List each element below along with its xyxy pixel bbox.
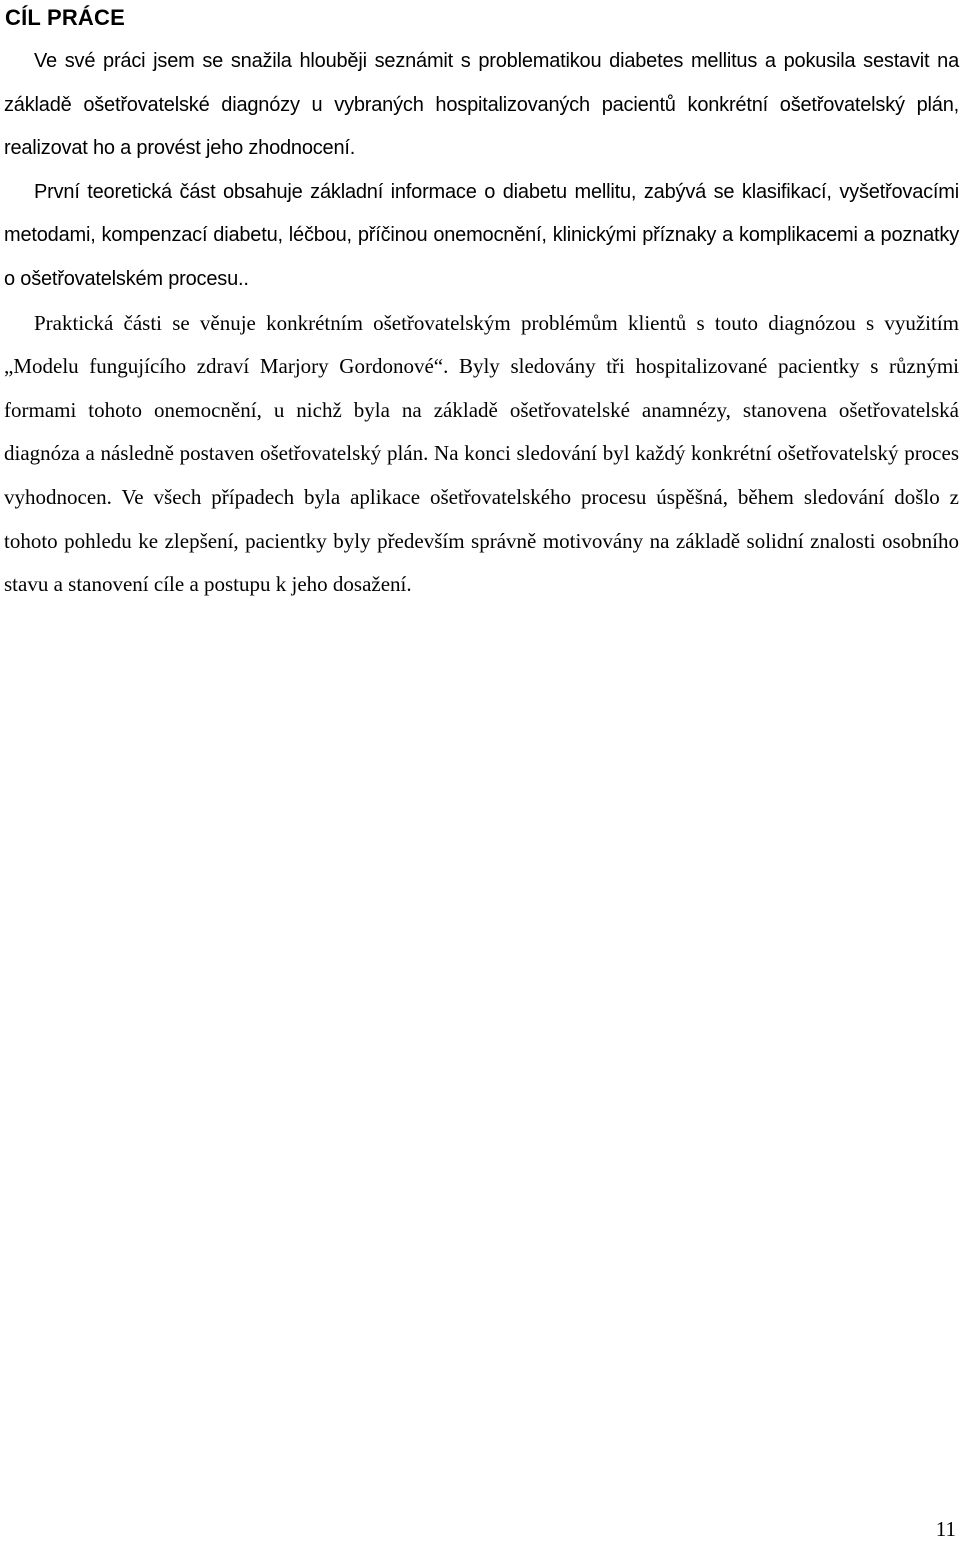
paragraph-theoretical-part: První teoretická část obsahuje základní informace o diabetu mellitu, zabývá se klasifikací, vyšetřovacími metodami, kompenzací diabetu, léčbou, příčinou onemocnění, klinickými příznaky a komplikacemi a poznatky o ošetřovatelském procesu.. [4, 180, 959, 290]
section-title: CÍL PRÁCE [5, 5, 125, 30]
paragraph-introduction: Ve své práci jsem se snažila hlouběji seznámit s problematikou diabetes mellitus a pokusila sestavit na základě ošetřovatelské diagnózy u vybraných hospitalizovaných pacientů konkrétní ošetřovatelský plán, realizovat ho a provést jeho zhodnocení. [4, 50, 959, 160]
body-text [4, 40, 959, 607]
page-number: 11 [935, 1517, 956, 1541]
paragraph-practical-part: Praktická části se věnuje konkrétním ošetřovatelským problémům klientů s touto diagnózou s využitím „Modelu fungujícího zdraví Marjory Gordonové“. Byly sledovány tři hospitalizované pacientky s různými formami tohoto onemocnění, u nichž byla na základě ošetřovatelské anamnézy, stanovena ošetřovatelská diagnóza a následně postaven ošetřovatelský plán. Na konci sledování byl každý konkrétní ošetřovatelský proces vyhodnocen. Ve všech případech byla aplikace ošetřovatelského procesu úspěšná, během sledování došlo z tohoto pohledu ke zlepšení, pacientky byly především správně motivovány na základě solidní znalosti osobního stavu a stanovení cíle a postupu k jeho dosažení. [4, 310, 959, 597]
